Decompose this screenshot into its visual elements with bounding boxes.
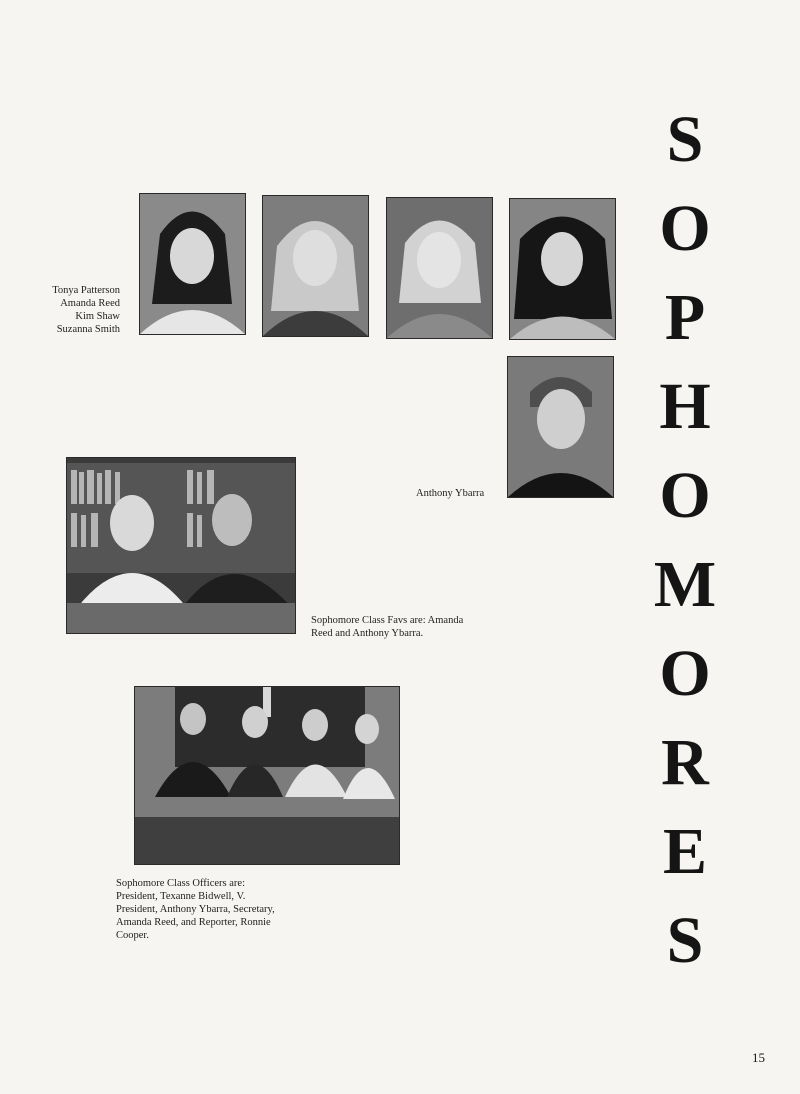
portrait-photo — [139, 193, 246, 335]
title-letter: R — [661, 726, 709, 799]
title-letter: O — [659, 459, 711, 532]
title-letter: H — [659, 370, 711, 443]
caption-line: Amanda Reed, and Reporter, Ronnie — [116, 917, 271, 928]
portrait-name-list — [40, 284, 120, 336]
title-letter: E — [662, 815, 708, 888]
title-letter: M — [653, 548, 717, 621]
title-letter: S — [666, 904, 704, 977]
portrait-name: Tonya Patterson — [52, 285, 120, 296]
page-number: 15 — [752, 1050, 765, 1065]
class-officers-photo — [134, 686, 400, 865]
title-letter: O — [659, 637, 711, 710]
caption-line: President, Anthony Ybarra, Secretary, — [116, 904, 275, 915]
title-letter: S — [666, 103, 704, 176]
portrait-name: Kim Shaw — [75, 311, 120, 322]
portrait-name: Anthony Ybarra — [416, 488, 485, 499]
portrait-photo — [262, 195, 369, 337]
class-favs-caption — [311, 614, 511, 640]
portrait-photo — [507, 356, 614, 498]
title-letter: P — [664, 281, 706, 354]
portrait-name: Amanda Reed — [60, 298, 120, 309]
caption-line: Reed and Anthony Ybarra. — [311, 628, 424, 639]
caption-line: Sophomore Class Favs are: Amanda — [311, 615, 464, 626]
class-officers-caption — [116, 877, 316, 942]
title-letter: O — [659, 192, 711, 265]
portrait-name: Suzanna Smith — [56, 324, 120, 335]
page-title — [640, 95, 730, 985]
portrait-photo — [509, 198, 616, 340]
portrait-photo — [386, 197, 493, 339]
caption-line: President, Texanne Bidwell, V. — [116, 891, 246, 902]
caption-line: Cooper. — [116, 930, 149, 941]
caption-line: Sophomore Class Officers are: — [116, 878, 245, 889]
class-favs-photo — [66, 457, 296, 634]
